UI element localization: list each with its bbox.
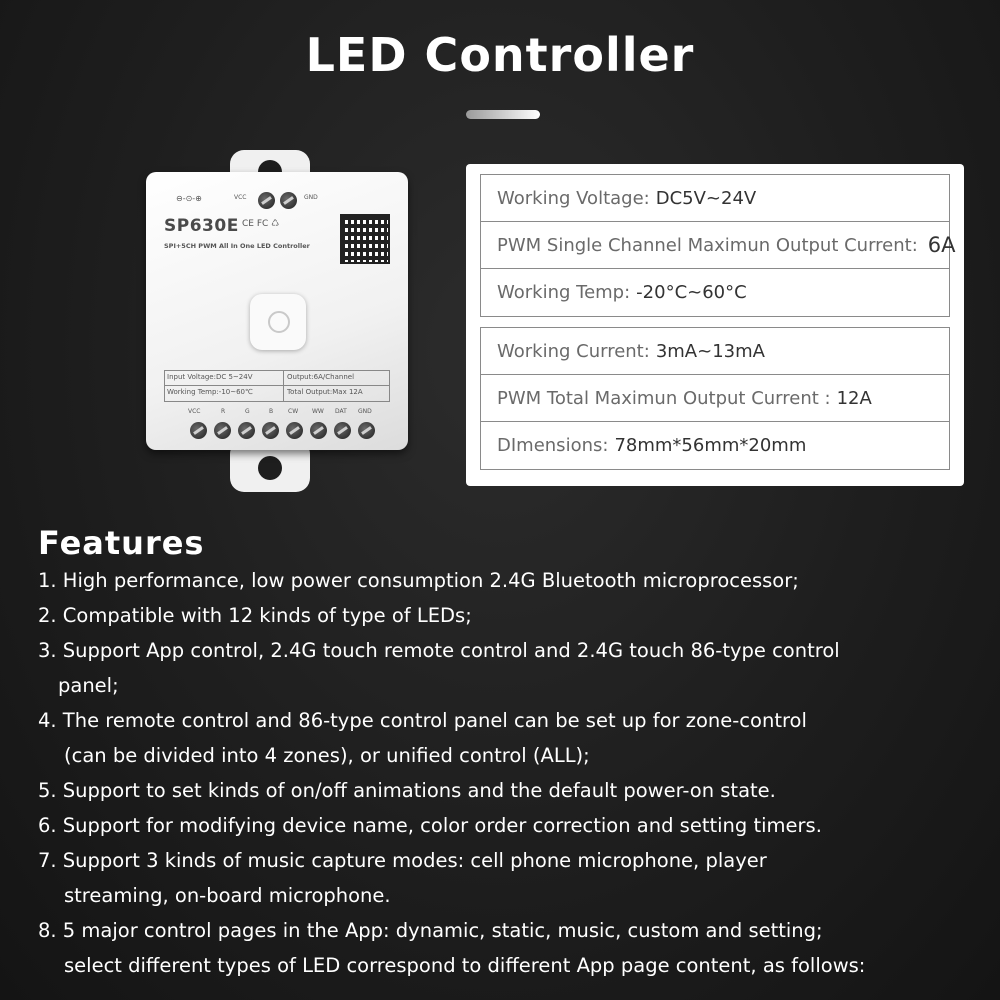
spec-row-total-current [481,375,949,422]
title-underline [466,110,540,119]
spec-label: PWM Single Channel Maximun Output Current: [497,234,918,256]
qr-code [340,214,390,264]
spec-group-bottom [480,327,950,470]
feature-text-continued: panel; [58,674,119,697]
model-name: SP630E [164,216,239,236]
spec-label: DImensions: [497,435,609,456]
spec-row-working-voltage [481,175,949,222]
feature-item [38,633,988,703]
spec-value: 12A [836,387,872,409]
certification-marks: CE FC ♺ [242,219,280,229]
product-image [140,150,420,490]
touch-power-button [250,294,306,350]
feature-item [38,843,988,913]
feature-text: 5. Support to set kinds of on/off animations and the default power-on state. [38,779,776,802]
feature-text-continued: (can be divided into 4 zones), or unified control (ALL); [64,744,590,767]
spec-value: 3mA~13mA [655,340,765,362]
terminal-screw [334,422,351,439]
feature-text: 4. The remote control and 86-type control panel can be set up for zone-control [38,709,807,732]
terminal-label: CW [288,408,299,415]
feature-text: 1. High performance, low power consumption 2.4G Bluetooth microprocessor; [38,569,799,592]
spec-label: Working Current: [497,340,650,362]
terminal-label: G [245,408,250,415]
device-spec-box [164,370,390,402]
terminal-screw [214,422,231,439]
terminal-label: R [221,408,226,415]
feature-text: 7. Support 3 kinds of music capture modes: cell phone microphone, player [38,849,767,872]
spec-value: 78mm*56mm*20mm [614,435,807,456]
spec-value: -20°C~60°C [636,282,747,303]
terminal-screw [238,422,255,439]
feature-text: 3. Support App control, 2.4G touch remote control and 2.4G touch 86-type control [38,639,840,662]
terminal-label: GND [358,408,372,415]
device-subtitle: SPI+5CH PWM All In One LED Controller [164,242,310,250]
terminal-screw [280,192,297,209]
terminal-screw [262,422,279,439]
terminal-screw [310,422,327,439]
page-title: LED Controller [305,28,695,82]
mounting-hole [258,456,282,480]
power-icon [268,311,290,333]
feature-text-continued: streaming, on-board microphone. [64,884,391,907]
terminal-label: WW [312,408,324,415]
feature-item [38,808,988,843]
spec-label: PWM Total Maximun Output Current : [497,387,831,409]
spec-row-working-current [481,328,949,375]
spec-row-working-temp [481,269,949,316]
vcc-label: VCC [234,194,247,201]
gnd-label: GND [304,194,318,201]
feature-text: 6. Support for modifying device name, color order correction and setting timers. [38,814,822,837]
spec-label: Working Temp: [497,282,631,303]
device-total-output: Total Output:Max 12A [287,388,363,396]
spec-value: DC5V~24V [655,187,757,209]
feature-item [38,598,988,633]
dc-polarity-label: ⊖-⊙-⊕ [176,194,202,203]
feature-item [38,913,988,983]
device-output: Output:6A/Channel [287,373,355,381]
spec-value: 6A [927,233,956,257]
terminal-screw [358,422,375,439]
divider [283,371,284,401]
feature-text: 2. Compatible with 12 kinds of type of LEDs; [38,604,472,627]
spec-group-top [480,174,956,317]
controller-body [146,172,408,450]
spec-row-single-channel-current [481,222,956,269]
terminal-label: VCC [188,408,201,415]
spec-row-dimensions [481,422,949,469]
specifications-card [466,164,964,486]
terminal-label: B [269,408,274,415]
terminal-screw [286,422,303,439]
feature-text: 8. 5 major control pages in the App: dynamic, static, music, custom and setting; [38,919,823,942]
feature-item [38,773,988,808]
features-heading: Features [38,524,205,562]
terminal-label: DAT [335,408,347,415]
device-working-temp: Working Temp:-10~60℃ [167,388,253,396]
terminal-screw [258,192,275,209]
device-input-voltage: Input Voltage:DC 5~24V [167,373,253,381]
feature-item [38,703,988,773]
divider [165,385,389,386]
feature-item [38,563,988,598]
terminal-screw [190,422,207,439]
feature-text-continued: select different types of LED correspond to different App page content, as follows: [64,954,866,977]
features-list [38,563,988,983]
spec-label: Working Voltage: [497,187,650,209]
